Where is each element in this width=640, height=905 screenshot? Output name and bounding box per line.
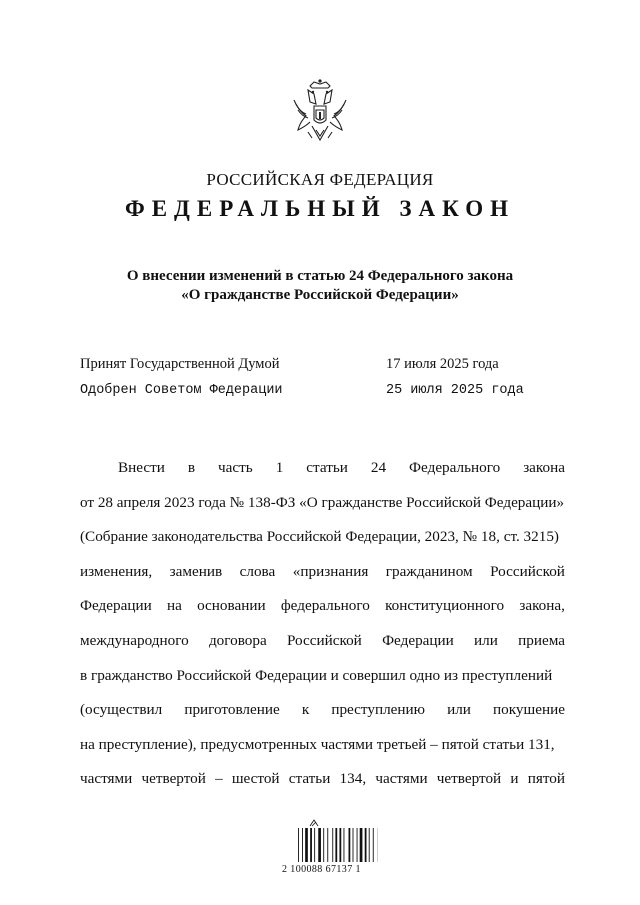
law-body-text <box>80 457 565 803</box>
law-title-line-2: «О гражданстве Российской Федерации» <box>181 287 459 303</box>
council-approval-row <box>80 383 560 398</box>
body-word: или <box>447 701 471 719</box>
barcode-bar <box>365 828 367 862</box>
body-line <box>80 561 565 596</box>
body-word: приема <box>518 631 565 649</box>
body-word: 1 <box>275 459 284 476</box>
body-word: статьи <box>288 770 331 788</box>
body-word: в <box>187 459 196 476</box>
body-word: и <box>510 770 519 788</box>
barcode-bar <box>369 828 370 862</box>
barcode-number: 2 100088 67137 1 <box>282 864 361 875</box>
duma-adoption-date: 17 июля 2025 года <box>386 356 499 372</box>
barcode-bar <box>327 828 328 862</box>
council-approval-label: Одобрен Советом Федерации <box>80 383 283 398</box>
body-word: договора <box>208 631 267 649</box>
barcode-bar <box>344 828 345 862</box>
duma-adoption-label: Принят Государственной Думой <box>80 356 280 372</box>
barcode-bar <box>302 828 303 862</box>
body-word: (Собрание законодательства Российской Федерации, 2023, № 18, ст. 3215) <box>80 528 559 546</box>
body-word: «признания <box>292 562 369 580</box>
barcode-bar <box>335 828 337 862</box>
body-word: на преступление), предусмотренных частями третьей – пятой статьи 131, <box>80 735 555 753</box>
barcode-bar <box>323 828 324 862</box>
body-word: Российской <box>490 562 565 580</box>
body-line <box>80 630 565 665</box>
body-line <box>80 734 565 769</box>
body-word: слова <box>239 562 276 580</box>
body-word: статьи <box>306 459 348 476</box>
barcode-bar <box>305 828 308 862</box>
body-word: – <box>215 770 223 788</box>
body-word: Федерации <box>382 631 454 649</box>
body-word: гражданином <box>385 562 473 580</box>
barcode-bar <box>332 828 333 862</box>
body-word: к <box>301 701 310 719</box>
body-line <box>80 665 565 700</box>
body-word: Российской <box>286 631 362 649</box>
body-word: частями <box>80 770 133 788</box>
body-word: приготовление <box>184 701 280 719</box>
body-word: четвертой <box>141 770 206 788</box>
council-approval-date: 25 июля 2025 года <box>386 383 524 398</box>
body-word: шестой <box>231 770 280 788</box>
body-word: частями <box>375 770 428 788</box>
duma-adoption-row <box>80 356 560 373</box>
body-word: международного <box>80 631 189 649</box>
body-word: покушение <box>493 701 565 719</box>
barcode-mark-icon <box>310 820 318 826</box>
body-word: в гражданство Российской Федерации и совершил одно из преступлений <box>80 666 553 684</box>
barcode-bar <box>310 828 312 862</box>
body-word: закона, <box>519 597 565 615</box>
barcode-bar <box>298 828 299 862</box>
body-line <box>80 457 565 492</box>
barcode-bar <box>353 828 354 862</box>
body-word: 134, <box>339 770 367 788</box>
document-type: ФЕДЕРАЛЬНЫЙ ЗАКОН <box>124 196 516 221</box>
barcode <box>296 818 378 864</box>
body-word: закона <box>523 459 565 476</box>
body-word: Федерации <box>80 597 152 615</box>
body-word: преступлению <box>331 701 425 719</box>
body-word: основании <box>197 597 266 615</box>
barcode-bar <box>349 828 351 862</box>
barcode-bar <box>339 828 341 862</box>
body-line <box>80 699 565 734</box>
barcode-bar <box>360 828 363 862</box>
body-line <box>80 526 565 561</box>
body-word: от 28 апреля 2023 года № 138-ФЗ «О гражданстве Российской Федерации» <box>80 493 565 511</box>
body-word: Внести <box>118 459 165 476</box>
body-word: (осуществил <box>80 701 163 719</box>
coat-of-arms-icon <box>288 76 352 148</box>
body-word: изменения, <box>80 562 153 580</box>
body-word: пятой <box>527 770 565 788</box>
body-word: на <box>166 597 182 615</box>
barcode-bar <box>318 828 321 862</box>
body-line <box>80 768 565 803</box>
body-word: четвертой <box>436 770 502 788</box>
barcode-bar <box>314 828 315 862</box>
body-word: Федерального <box>409 459 501 476</box>
body-word: конституционного <box>385 597 505 615</box>
body-line <box>80 492 565 527</box>
barcode-bar <box>357 828 358 862</box>
body-word: часть <box>218 459 253 476</box>
law-title <box>0 267 640 305</box>
body-word: федерального <box>280 597 370 615</box>
barcode-bar <box>373 828 374 862</box>
body-word: 24 <box>370 459 387 476</box>
body-line <box>80 595 565 630</box>
body-word: или <box>474 631 498 649</box>
law-title-line-1: О внесении изменений в статью 24 Федерального закона <box>126 268 514 284</box>
body-word: заменив <box>169 562 223 580</box>
country-name: РОССИЙСКАЯ ФЕДЕРАЦИЯ <box>206 170 434 189</box>
